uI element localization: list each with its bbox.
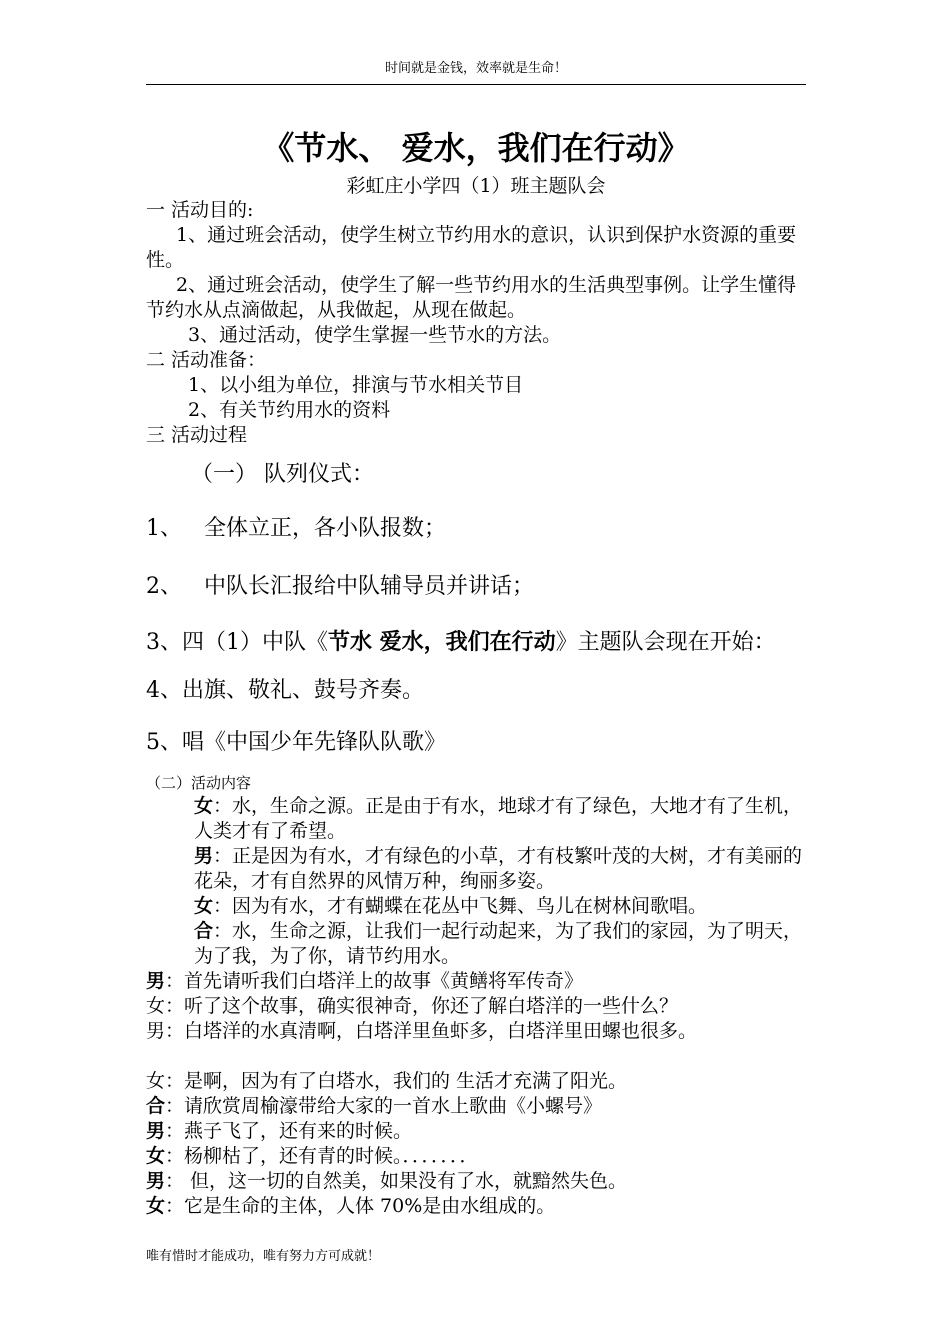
blank-line [146, 1044, 808, 1069]
preparation-item: 1、以小组为单位，排演与节水相关节目 [188, 374, 524, 396]
speaker: 女 [146, 1145, 166, 1167]
document-body [146, 198, 808, 1219]
line-text: ： 但，这一切的自然美，如果没有了水，就黯然失色。 [165, 1170, 628, 1192]
document-subtitle: 彩虹庄小学四（1）班主题队会 [346, 175, 606, 197]
speaker: 女 [146, 1195, 166, 1217]
step-number: 2、 [146, 574, 182, 599]
line-text: ：是啊，因为有了白塔水，我们的 生活才充满了阳光。 [165, 1070, 628, 1092]
dialogue-line [146, 994, 808, 1019]
line-text: ：水，生命之源，让我们一起行动起来，为了我们的家园，为了明天，为了我，为了你，请节约用水。 [194, 920, 803, 967]
speaker: 男 [146, 1120, 166, 1142]
dialogue-line [146, 1144, 808, 1169]
step-text: 全体立正，各小队报数； [204, 516, 447, 541]
subsection-heading-content: （二）活动内容 [146, 774, 252, 792]
subsection-heading-ceremony: （一） 队列仪式： [191, 462, 374, 487]
speaker: 女 [146, 995, 166, 1017]
dialogue-line [146, 794, 808, 844]
dialogue-line [146, 1094, 808, 1119]
speaker: 男 [146, 1170, 166, 1192]
dialogue-line [146, 1019, 808, 1044]
dialogue-line [146, 894, 808, 919]
line-text: ：水，生命之源。正是由于有水，地球才有了绿色，大地才有了生机，人类才有了希望。 [194, 795, 803, 842]
line-text: ：请欣赏周榆濠带给大家的一首水上歌曲《小螺号》 [165, 1095, 603, 1117]
speaker: 女 [194, 895, 214, 917]
step-text: 中队长汇报给中队辅导员并讲话； [204, 574, 535, 599]
line-text: ：听了这个故事，确实很神奇，你还了解白塔洋的一些什么？ [165, 995, 679, 1017]
page-footer: 唯有惜时才能成功，唯有努力方可成就！ [146, 1249, 381, 1264]
speaker: 男 [146, 970, 166, 992]
ceremony-step [146, 628, 808, 658]
step-number: 1、 [146, 516, 182, 541]
speaker: 男 [146, 1020, 166, 1042]
dialogue-line [146, 919, 808, 969]
speaker: 女 [146, 1070, 166, 1092]
dialogue-line [146, 1194, 808, 1219]
step-text: 3、四（1）中队《 [146, 630, 328, 655]
line-text: ：燕子飞了，还有来的时候。 [165, 1120, 413, 1142]
goal-item: 2、通过班会活动，使学生了解一些节约用水的生活典型事例。让学生懂得节约水从点滴做起，从我做起，从现在做起。 [146, 274, 797, 321]
ceremony-step [146, 572, 808, 602]
preparation-item: 2、有关节约用水的资料 [188, 399, 391, 421]
ceremony-step: 4、出旗、敬礼、鼓号齐奏。 [146, 678, 424, 703]
goal-item: 3、通过活动，使学生掌握一些节水的方法。 [188, 324, 562, 346]
dialogue-line [146, 969, 808, 994]
step-text: 》主题队会现在开始： [555, 630, 776, 655]
dialogue-line [146, 1069, 808, 1094]
document-title: 《节水、 爱水，我们在行动》 [262, 129, 690, 167]
line-text: ：正是因为有水，才有绿色的小草，才有枝繁叶茂的大树，才有美丽的花朵，才有自然界的风情万种，绚丽多姿。 [194, 845, 803, 892]
line-text: ：首先请听我们白塔洋上的故事《黄鳝将军传奇》 [165, 970, 584, 992]
ceremony-step [146, 514, 808, 544]
goal-item: 1、通过班会活动，使学生树立节约用水的意识，认识到保护水资源的重要性。 [146, 224, 797, 271]
section-heading-goals: 一 活动目的: [146, 199, 254, 221]
line-text: ：白塔洋的水真清啊，白塔洋里鱼虾多，白塔洋里田螺也很多。 [165, 1020, 698, 1042]
speaker: 男 [194, 845, 214, 867]
ceremony-step: 5、唱《中国少年先锋队队歌》 [146, 730, 446, 755]
step-text-bold: 节水 爱水，我们在行动 [328, 630, 556, 655]
line-text: ：杨柳枯了，还有青的时候。．．．．．．． [165, 1145, 479, 1167]
line-text: ：它是生命的主体，人体 70%是由水组成的。 [165, 1195, 556, 1217]
section-heading-process: 三 活动过程 [146, 424, 248, 446]
dialogue-line [146, 1119, 808, 1144]
dialogue-line [146, 1169, 808, 1194]
speaker: 合 [194, 920, 214, 942]
dialogue-line [146, 844, 808, 894]
page-header: 时间就是金钱，效率就是生命！ [146, 58, 806, 85]
section-heading-preparation: 二 活动准备： [146, 349, 267, 371]
speaker: 女 [194, 795, 214, 817]
line-text: ：因为有水，才有蝴蝶在花丛中飞舞、鸟儿在树林间歌唱。 [213, 895, 708, 917]
speaker: 合 [146, 1095, 166, 1117]
